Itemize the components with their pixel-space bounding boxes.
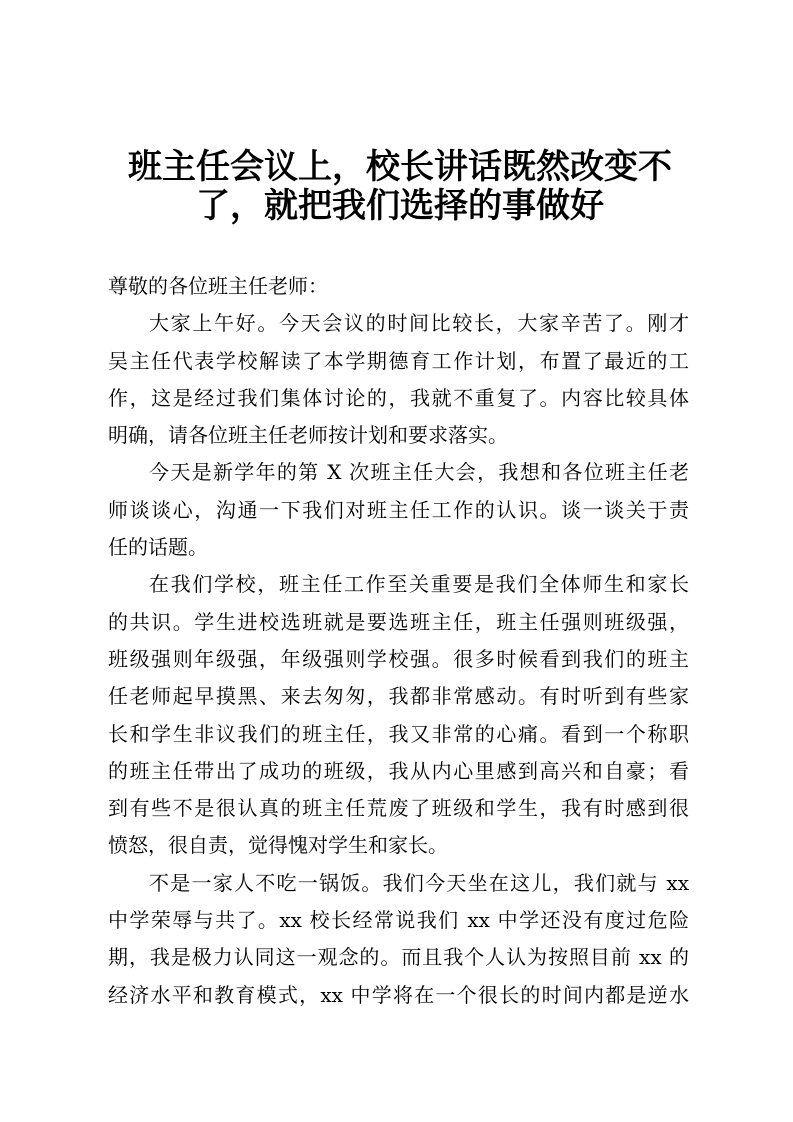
text-line: 中学荣辱与共了。xx 校长经常说我们 xx 中学还没有度过危险 (108, 908, 689, 933)
text-line: 不是一家人不吃一锅饭。我们今天坐在这儿，我们就与 xx (149, 870, 689, 895)
text-line: 的班主任带出了成功的班级，我从内心里感到高兴和自豪；看 (108, 758, 689, 783)
text-line: 明确，请各位班主任老师按计划和要求落实。 (108, 423, 508, 448)
text-line: 在我们学校，班主任工作至关重要是我们全体师生和家长 (149, 572, 689, 597)
paragraph (108, 268, 689, 305)
paragraph (108, 566, 689, 864)
text-line: 作，这是经过我们集体讨论的，我就不重复了。内容比较具体 (108, 385, 689, 410)
text-line: 大家上午好。今天会议的时间比较长，大家辛苦了。刚才 (149, 311, 689, 336)
text-line: 长和学生非议我们的班主任，我又非常的心痛。看到一个称职 (108, 721, 689, 746)
text-line: 任老师起早摸黑、来去匆匆，我都非常感动。有时听到有些家 (108, 684, 689, 709)
text-line: 吴主任代表学校解读了本学期德育工作计划，布置了最近的工 (108, 348, 689, 373)
text-line: 愤怒，很自责，觉得愧对学生和家长。 (108, 833, 448, 858)
document-body (108, 268, 689, 1014)
paragraph (108, 865, 689, 1014)
text-line: 今天是新学年的第 X 次班主任大会，我想和各位班主任老 (149, 460, 689, 485)
paragraph (108, 305, 689, 454)
text-line: 班级强则年级强，年级强则学校强。很多时候看到我们的班主 (108, 646, 689, 671)
document-title (100, 148, 700, 226)
text-line: 到有些不是很认真的班主任荒废了班级和学生，我有时感到很 (108, 796, 689, 821)
text-line: 任的话题。 (108, 535, 208, 560)
text-line: 经济水平和教育模式，xx 中学将在一个很长的时间内都是逆水 (108, 982, 689, 1007)
text-line: 的共识。学生进校选班就是要选班主任，班主任强则班级强， (108, 609, 689, 634)
title-line: 了，就把我们选择的事做好 (196, 186, 604, 226)
text-line: 期，我是极力认同这一观念的。而且我个人认为按照目前 xx 的 (108, 945, 689, 970)
text-line: 尊敬的各位班主任老师： (108, 274, 328, 298)
text-line: 师谈谈心，沟通一下我们对班主任工作的认识。谈一谈关于责 (108, 497, 689, 522)
paragraph (108, 454, 689, 566)
title-line: 班主任会议上，校长讲话既然改变不 (128, 147, 672, 187)
